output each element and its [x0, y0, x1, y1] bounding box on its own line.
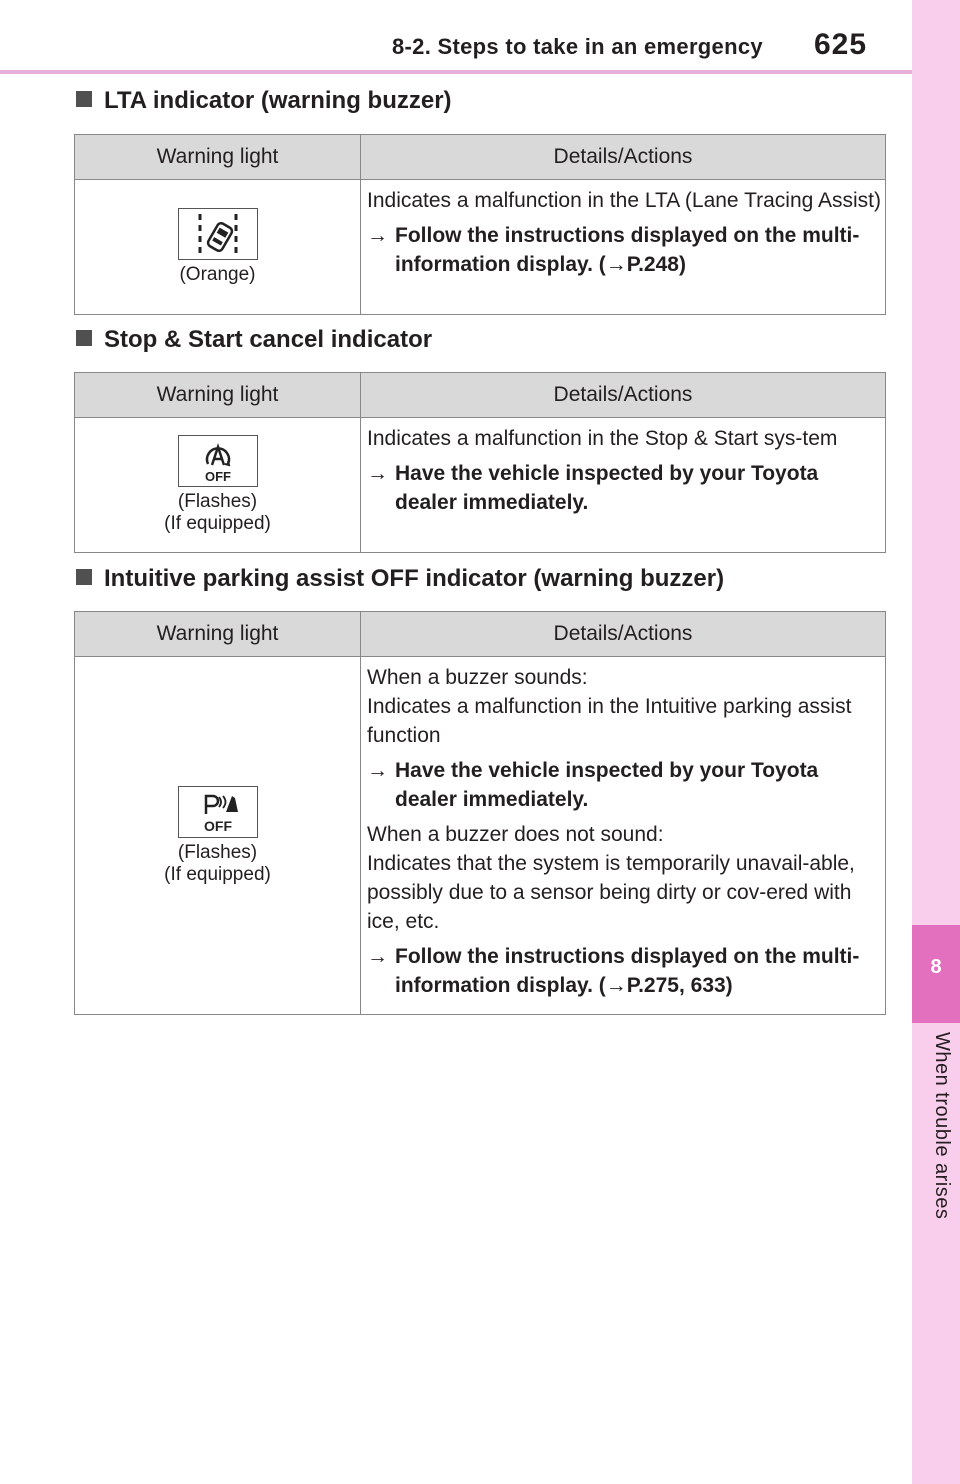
- section-heading-text: Stop & Start cancel indicator: [104, 326, 433, 353]
- svg-text:OFF: OFF: [204, 469, 231, 484]
- col-header-details: Details/Actions: [361, 135, 886, 180]
- col-header-details: Details/Actions: [361, 373, 886, 418]
- warning-light-cell: [75, 180, 361, 315]
- reference-arrow-icon: →: [605, 974, 627, 997]
- page-reference-link[interactable]: P.275, 633): [626, 974, 733, 997]
- description-text: Indicates a malfunction in the LTA (Lane Tracing Assist): [367, 189, 881, 212]
- section-heading-stop-start: [76, 326, 432, 354]
- icon-caption: (If equipped): [164, 863, 271, 885]
- warning-table-stop-start: [74, 372, 886, 553]
- svg-text:OFF: OFF: [203, 817, 232, 834]
- details-cell: [361, 180, 886, 315]
- condition-text: When a buzzer does not sound:: [367, 823, 664, 846]
- table-header-row: [75, 135, 886, 180]
- icon-caption: (Orange): [179, 264, 256, 285]
- square-bullet-icon: [76, 91, 92, 107]
- parking-assist-off-icon: [178, 786, 258, 838]
- table-row: [75, 657, 886, 1015]
- col-header-warning-light: Warning light: [75, 612, 361, 657]
- table-row: [75, 418, 886, 553]
- page-number: 625: [814, 28, 868, 61]
- table-header-row: [75, 612, 886, 657]
- description-text: Indicates that the system is temporarily unavail-able, possibly due to a sensor being dirty or cov-ered with ice, etc.: [367, 852, 855, 933]
- condition-text: When a buzzer sounds:: [367, 666, 588, 689]
- details-cell: [361, 418, 886, 553]
- section-heading-text: LTA indicator (warning buzzer): [104, 87, 452, 114]
- col-header-details: Details/Actions: [361, 612, 886, 657]
- action-text: Follow the instructions displayed on the multi-information display. (: [395, 224, 860, 276]
- table-header-row: [75, 373, 886, 418]
- action-item: [367, 459, 881, 517]
- action-text: Follow the instructions displayed on the multi-information display. (: [395, 945, 860, 997]
- col-header-warning-light: Warning light: [75, 135, 361, 180]
- details-cell: [361, 657, 886, 1015]
- square-bullet-icon: [76, 330, 92, 346]
- section-heading-text: Intuitive parking assist OFF indicator (warning buzzer): [104, 565, 725, 592]
- right-arrow-icon: →: [367, 759, 388, 782]
- chapter-title: When trouble arises: [931, 1032, 953, 1220]
- description-text: Indicates a malfunction in the Stop & Start sys-tem: [367, 427, 838, 450]
- section-heading-lta: [76, 87, 452, 115]
- header-rule: [0, 70, 912, 74]
- lta-lane-icon: [178, 208, 258, 260]
- col-header-warning-light: Warning light: [75, 373, 361, 418]
- warning-light-cell: [75, 657, 361, 1015]
- action-item: [367, 942, 881, 1000]
- stop-start-off-icon: [178, 435, 258, 487]
- action-text: Have the vehicle inspected by your Toyota dealer immediately.: [395, 759, 819, 811]
- icon-caption: (If equipped): [164, 513, 271, 534]
- page-reference-link[interactable]: P.248): [626, 253, 686, 276]
- chapter-number: 8: [930, 956, 942, 978]
- square-bullet-icon: [76, 569, 92, 585]
- reference-arrow-icon: →: [605, 253, 627, 276]
- section-title: 8-2. Steps to take in an emergency: [392, 34, 763, 59]
- warning-table-parking-assist: [74, 611, 886, 1015]
- description-text: Indicates a malfunction in the Intuitive parking assist function: [367, 695, 852, 747]
- action-text: Have the vehicle inspected by your Toyota dealer immediately.: [395, 462, 819, 514]
- warning-table-lta: [74, 134, 886, 315]
- table-row: [75, 180, 886, 315]
- action-item: [367, 221, 881, 279]
- right-arrow-icon: →: [367, 224, 388, 247]
- warning-light-cell: [75, 418, 361, 553]
- icon-caption: (Flashes): [177, 841, 258, 863]
- right-arrow-icon: →: [367, 462, 388, 485]
- action-item: [367, 756, 881, 814]
- right-arrow-icon: →: [367, 945, 388, 968]
- icon-caption: (Flashes): [177, 491, 258, 512]
- section-heading-parking-assist: [76, 565, 724, 593]
